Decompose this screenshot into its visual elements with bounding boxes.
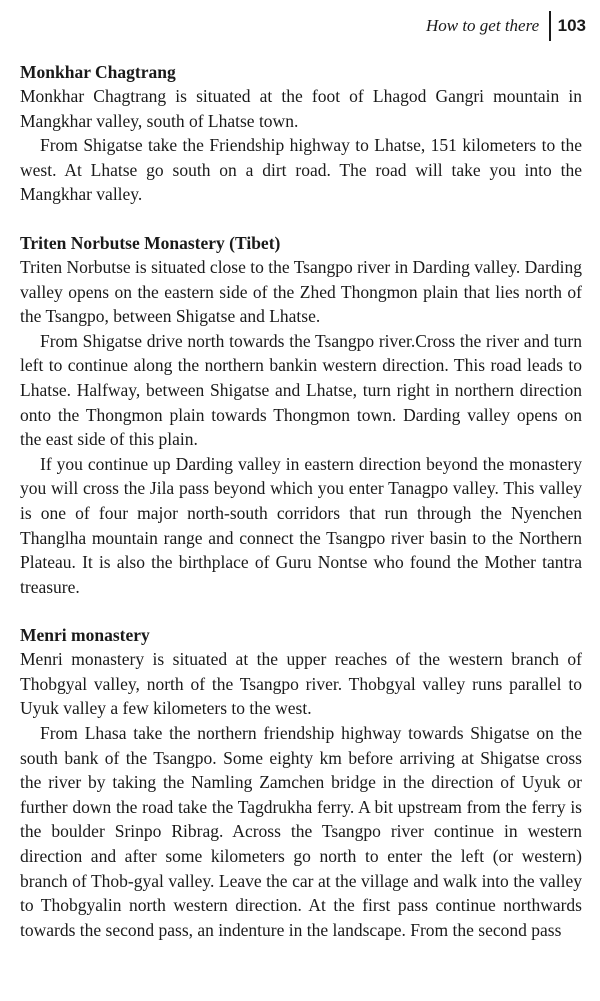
page-number: 103: [557, 16, 586, 35]
section-heading: Menri monastery: [20, 625, 150, 646]
paragraph: Triten Norbutse is situated close to the Tsangpo river in Darding valley. Darding valley opens on the eastern side of the Zhed Thongmon plain that lies north of the Tsangpo, between Shigatse and Lhatse.: [20, 256, 582, 327]
section-triten-norbutse: [20, 231, 582, 599]
body-text: [20, 60, 582, 942]
paragraph: If you continue up Darding valley in eastern direction beyond the monastery you will cross the Jila pass beyond which you enter Tanagpo valley. This valley is one of four major north-south corridors that run through the Nyenchen Thanglha mountain range and connect the Tsangpo river basin to the Northern Plateau. It is also the birthplace of Guru Nontse who found the Mother tantra treasure.: [20, 453, 582, 597]
running-head: [426, 12, 586, 40]
paragraph: From Lhasa take the northern friendship highway towards Shigatse on the south bank of the Tsangpo. Some eighty km before arriving at Shigatse cross the river by taking the Namling Zamchen bridge in the direction of Uyuk or further down the road take the Tagdrukha ferry. A bit upstream from the ferry is the boulder Srinpo Ribrag. Across the Tsangpo river continue in western direction and after some kilometers go north to enter the left (or western) branch of Thob-gyal valley. Leave the car at the village and walk into the valley to Thobgyalin north western direction. At the first pass continue northwards towards the second pass, an indenture in the landscape. From the second pass: [20, 723, 582, 940]
paragraph: Monkhar Chagtrang is situated at the foot of Lhagod Gangri mountain in Mangkhar valley, south of Lhatse town.: [20, 86, 582, 131]
paragraph: Menri monastery is situated at the upper reaches of the western branch of Thobgyal valley, north of the Tsangpo river. Thobgyal valley runs parallel to Uyuk valley a few kilometers to the west.: [20, 649, 582, 719]
running-head-title: How to get there: [425, 16, 540, 35]
section-monkhar-chagtrang: [20, 60, 582, 207]
paragraph: From Shigatse drive north towards the Tsangpo river.Cross the river and turn left to continue along the northern bankin western direction. This road leads to Lhatse. Halfway, between Shigatse and Lhatse, turn right in northern direction onto the Thongmon plain towards Thongmon town. Darding valley opens on the east side of this plain.: [20, 330, 582, 450]
section-menri-monastery: [20, 623, 582, 942]
section-heading: Monkhar Chagtrang: [20, 62, 176, 82]
section-heading: Triten Norbutse Monastery (Tibet): [20, 232, 281, 253]
paragraph: From Shigatse take the Friendship highway to Lhatse, 151 kilometers to the west. At Lhatse go south on a dirt road. The road will take you into the Mangkhar valley.: [20, 135, 582, 205]
